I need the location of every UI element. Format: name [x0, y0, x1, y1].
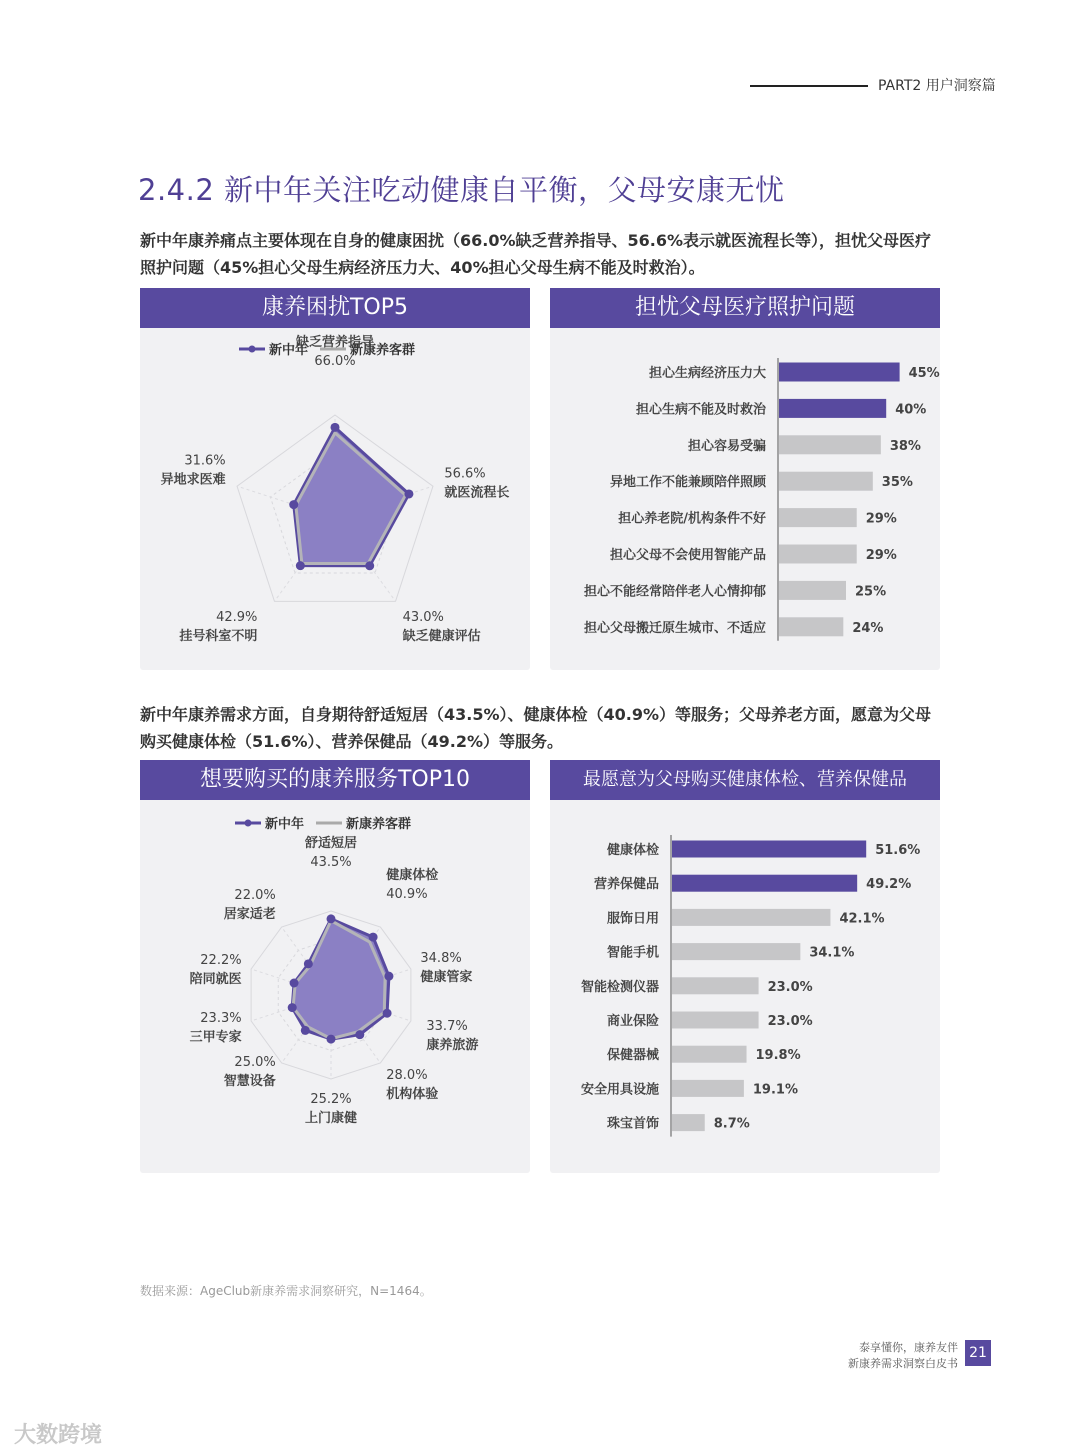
- bar-value-label: 35%: [881, 475, 913, 491]
- bar: [779, 581, 846, 600]
- bar-category-label: 珠宝首饰: [606, 1116, 659, 1132]
- bar-value-label: 51.6%: [875, 843, 921, 858]
- radar-category-label: 智慧设备: [223, 1074, 276, 1090]
- radar-value-label: 56.6%: [444, 466, 486, 482]
- section-label: PART2 用户洞察篇: [878, 78, 996, 94]
- bar-category-label: 担心父母搬迁原生城市、不适应: [583, 620, 766, 636]
- bar: [779, 435, 881, 454]
- radar-value-label: 23.3%: [200, 1011, 242, 1027]
- radar-category-label: 康养旅游: [426, 1038, 479, 1054]
- bar: [779, 545, 857, 564]
- radar-point-series-1: [331, 423, 340, 432]
- panel-title: 最愿意为父母购买健康体检、营养保健品: [550, 760, 940, 800]
- header-rule: [750, 85, 868, 87]
- panel-parent-worry-bars: [550, 288, 940, 670]
- radar-point-series-1: [327, 1035, 336, 1044]
- radar-value-label: 28.0%: [386, 1068, 428, 1084]
- radar-value-label: 33.7%: [426, 1019, 468, 1035]
- panel-pain-radar: [140, 288, 530, 670]
- bar: [672, 875, 857, 892]
- radar-category-label: 三甲专家: [189, 1030, 242, 1046]
- radar-category-label: 健康管家: [420, 969, 473, 985]
- bar-category-label: 营养保健品: [593, 877, 659, 893]
- radar-chart-pain: [140, 328, 530, 670]
- footer-line-2: 新康养需求洞察白皮书: [848, 1357, 958, 1370]
- radar-value-label: 40.9%: [386, 886, 428, 902]
- bar-category-label: 担心不能经常陪伴老人心情抑郁: [583, 584, 766, 600]
- legend-dot-series-1: [249, 346, 256, 353]
- bar-value-label: 24%: [852, 620, 884, 636]
- bar-value-label: 40%: [895, 402, 927, 418]
- legend-label-series-1: 新中年: [269, 343, 309, 358]
- bar-category-label: 保健器械: [606, 1048, 659, 1064]
- bar-category-label: 服饰日用: [606, 911, 659, 927]
- bar-category-label: 智能手机: [606, 945, 659, 961]
- panel-title: 担忧父母医疗照护问题: [550, 288, 940, 328]
- radar-point-series-1: [288, 1003, 297, 1012]
- watermark: 大数跨境: [14, 1423, 103, 1448]
- bar-value-label: 19.8%: [755, 1048, 801, 1064]
- bar-value-label: 29%: [865, 511, 897, 527]
- legend-dot-series-1: [245, 820, 252, 827]
- page-number: 21: [965, 1340, 991, 1366]
- page-title: 2.4.2 新中年关注吃动健康自平衡，父母安康无忧: [138, 173, 785, 207]
- radar-point-series-1: [384, 972, 393, 981]
- radar-chart-services: [140, 800, 530, 1173]
- radar-point-series-1: [365, 561, 374, 570]
- bar: [672, 909, 830, 926]
- radar-value-label: 25.0%: [234, 1055, 276, 1071]
- bar: [672, 977, 759, 994]
- bar: [672, 841, 866, 858]
- footer-tagline: [848, 1340, 958, 1372]
- bar-value-label: 45%: [908, 366, 940, 381]
- radar-category-label: 挂号科室不明: [179, 629, 258, 645]
- bar-value-label: 23.0%: [767, 979, 813, 995]
- bar-value-label: 19.1%: [752, 1082, 798, 1098]
- bar: [672, 1080, 744, 1097]
- radar-category-label: 健康体检: [386, 867, 439, 883]
- radar-value-label: 43.5%: [310, 855, 352, 870]
- bar-category-label: 智能检测仪器: [580, 979, 659, 995]
- bar: [779, 617, 843, 636]
- legend-label-series-2: 新康养客群: [350, 343, 416, 358]
- panel-title: 想要购买的康养服务TOP10: [140, 760, 530, 800]
- radar-category-label: 上门康健: [304, 1111, 358, 1126]
- radar-category-label: 就医流程长: [444, 485, 510, 501]
- bar-value-label: 25%: [855, 584, 887, 600]
- bar-category-label: 担心生病经济压力大: [648, 366, 766, 381]
- panel-parent-purchase-bars: [550, 760, 940, 1173]
- radar-value-label: 34.8%: [420, 950, 462, 966]
- radar-value-label: 25.2%: [310, 1092, 352, 1107]
- bar: [672, 1114, 705, 1131]
- radar-value-label: 31.6%: [184, 453, 226, 469]
- radar-category-label: 机构体验: [386, 1087, 439, 1103]
- bar-category-label: 担心容易受骗: [687, 438, 766, 454]
- radar-point-series-1: [290, 978, 299, 987]
- radar-category-label: 异地求医难: [160, 472, 226, 488]
- bar: [779, 508, 857, 527]
- radar-point-series-1: [369, 933, 378, 942]
- bar-value-label: 23.0%: [767, 1014, 813, 1029]
- panel-title: 康养困扰TOP5: [140, 288, 530, 328]
- bar: [672, 943, 800, 960]
- bar-category-label: 安全用具设施: [580, 1082, 659, 1098]
- bar-value-label: 42.1%: [839, 911, 885, 927]
- panel-service-radar: [140, 760, 530, 1173]
- bar-chart-parent-worry: [550, 328, 940, 670]
- data-source-note: 数据来源：AgeClub新康养需求洞察研究，N=1464。: [140, 1284, 432, 1298]
- legend-label-series-1: 新中年: [265, 817, 305, 832]
- radar-value-label: 22.0%: [234, 887, 276, 903]
- radar-category-label: 居家适老: [223, 906, 276, 922]
- radar-value-label: 22.2%: [200, 952, 242, 968]
- bar-category-label: 担心养老院/机构条件不好: [618, 511, 766, 527]
- radar-category-label: 缺乏营养指导: [295, 335, 375, 350]
- bar-chart-parent-purchase: [550, 800, 940, 1173]
- bar: [672, 1012, 759, 1029]
- bar: [672, 1046, 747, 1063]
- radar-point-series-1: [301, 1026, 310, 1035]
- radar-point-series-1: [355, 1030, 364, 1039]
- radar-point-series-1: [296, 561, 305, 570]
- radar-value-label: 43.0%: [402, 610, 444, 626]
- bar-value-label: 8.7%: [713, 1116, 750, 1132]
- bar-category-label: 担心生病不能及时救治: [635, 402, 766, 418]
- radar-point-series-1: [404, 489, 413, 498]
- radar-point-series-1: [383, 1009, 392, 1018]
- bar-value-label: 38%: [889, 438, 921, 454]
- bar-category-label: 健康体检: [606, 843, 659, 858]
- bar: [779, 399, 886, 418]
- footer-line-1: 泰享懂你，康养友伴: [859, 1341, 958, 1354]
- radar-value-label: 42.9%: [216, 610, 258, 626]
- bar-category-label: 异地工作不能兼顾陪伴照顾: [609, 475, 766, 491]
- bar-value-label: 29%: [865, 548, 897, 563]
- bar-category-label: 担心父母不会使用智能产品: [609, 548, 766, 563]
- radar-value-label: 66.0%: [314, 354, 356, 369]
- bar-category-label: 商业保险: [606, 1014, 659, 1029]
- radar-category-label: 陪同就医: [189, 971, 242, 987]
- bar: [779, 363, 900, 382]
- radar-point-series-1: [289, 500, 298, 509]
- radar-category-label: 舒适短居: [304, 836, 358, 851]
- radar-category-label: 缺乏健康评估: [402, 629, 481, 645]
- intro-paragraph-2: 新中年康养需求方面，自身期待舒适短居（43.5%）、健康体检（40.9%）等服务；父母养老方面，愿意为父母购买健康体检（51.6%）、营养保健品（49.2%）等服务。: [140, 705, 932, 751]
- bar-value-label: 49.2%: [866, 877, 912, 893]
- radar-point-series-1: [304, 959, 313, 968]
- intro-paragraph-1: 新中年康养痛点主要体现在自身的健康困扰（66.0%缺乏营养指导、56.6%表示就医流程长等），担忧父母医疗照护问题（45%担心父母生病经济压力大、40%担心父母生病不能及时救治）。: [140, 231, 932, 277]
- radar-point-series-1: [327, 914, 336, 923]
- bar: [779, 472, 873, 491]
- bar-value-label: 34.1%: [809, 945, 855, 961]
- legend-label-series-2: 新康养客群: [346, 817, 412, 832]
